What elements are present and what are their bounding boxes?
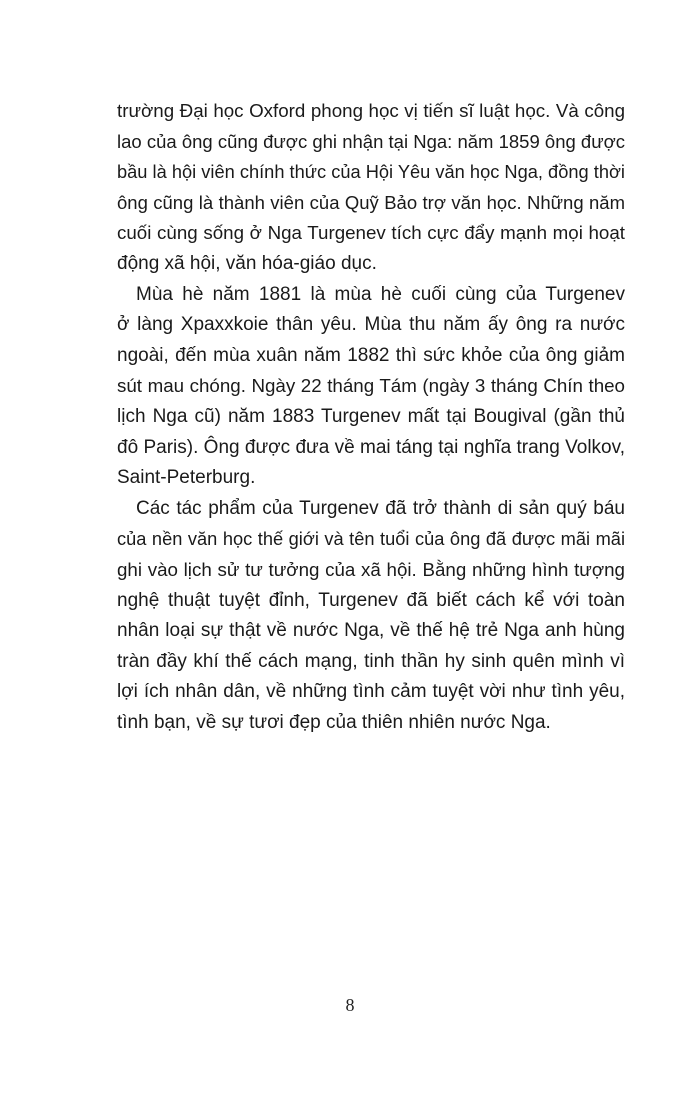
- text-line: đô Paris). Ông được đưa về mai táng tại nghĩa trang Volkov,: [117, 436, 625, 458]
- text-line: ngoài, đến mùa xuân năm 1882 thì sức khỏe của ông giảm: [117, 344, 625, 366]
- page-number: 8: [345, 995, 355, 1015]
- text-line: tình bạn, về sự tươi đẹp của thiên nhiên nước Nga.: [117, 711, 551, 733]
- paragraph: [117, 96, 625, 280]
- text-line: lợi ích nhân dân, về những tình cảm tuyệt vời như tình yêu,: [117, 681, 625, 703]
- text-line: nghệ thuật tuyệt đỉnh, Turgenev đã biết cách kể với toàn: [117, 589, 625, 611]
- text-line: Các tác phẩm của Turgenev đã trở thành di sản quý báu: [136, 497, 625, 519]
- text-line: ghi vào lịch sử tư tưởng của xã hội. Bằng những hình tượng: [117, 558, 625, 580]
- text-line: lịch Nga cũ) năm 1883 Turgenev mất tại Bougival (gần thủ: [117, 405, 625, 427]
- paragraph: [117, 494, 625, 739]
- text-line: bầu là hội viên chính thức của Hội Yêu văn học Nga, đồng thời: [117, 161, 625, 183]
- text-line: Mùa hè năm 1881 là mùa hè cuối cùng của Turgenev: [136, 283, 625, 305]
- text-line: động xã hội, văn hóa-giáo dục.: [117, 252, 377, 274]
- text-line: ông cũng là thành viên của Quỹ Bảo trợ văn học. Những năm: [117, 191, 625, 213]
- paragraph: [117, 280, 625, 494]
- text-line: Saint-Peterburg.: [117, 467, 256, 489]
- body-text: [117, 96, 625, 738]
- text-line: sút mau chóng. Ngày 22 tháng Tám (ngày 3 tháng Chín theo: [117, 375, 625, 397]
- text-line: lao của ông cũng được ghi nhận tại Nga: năm 1859 ông được: [117, 130, 625, 152]
- text-line: trường Đại học Oxford phong học vị tiến sĩ luật học. Và công: [117, 100, 625, 121]
- text-line: tràn đầy khí thế cách mạng, tinh thần hy sinh quên mình vì: [117, 650, 625, 672]
- text-line: cuối cùng sống ở Nga Turgenev tích cực đẩy mạnh mọi hoạt: [117, 222, 625, 244]
- text-line: của nền văn học thế giới và tên tuổi của ông đã được mãi mãi: [117, 528, 625, 550]
- text-line: nhân loại sự thật về nước Nga, về thế hệ trẻ Nga anh hùng: [117, 620, 625, 642]
- text-line: ở làng Xpaxxkoie thân yêu. Mùa thu năm ấy ông ra nước: [117, 314, 625, 336]
